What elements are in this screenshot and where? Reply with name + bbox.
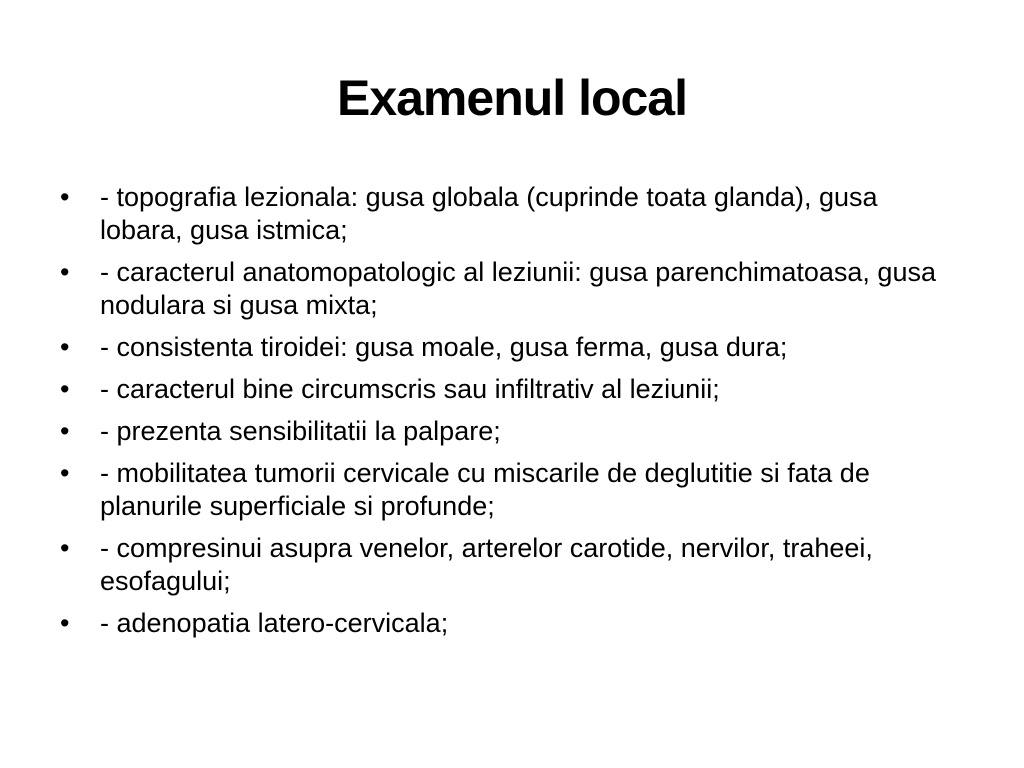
bullet-text: - caracterul anatomopatologic al leziunii: gusa parenchimatoasa, gusa nodulara si gusa mixta; <box>100 257 936 320</box>
bullet-text: - topografia lezionala: gusa globala (cuprinde toata glanda), gusa lobara, gusa istmica; <box>100 182 878 245</box>
bullet-item <box>60 256 960 322</box>
bullet-item <box>60 457 960 523</box>
bullet-dot-icon: • <box>60 374 70 404</box>
bullet-item <box>60 373 960 406</box>
bullet-item <box>60 415 960 448</box>
bullet-dot-icon: • <box>60 608 70 638</box>
slide-title: Examenul local <box>336 70 688 126</box>
bullet-text: - adenopatia latero-cervicala; <box>100 608 449 638</box>
bullet-list <box>60 181 960 649</box>
bullet-dot-icon: • <box>60 533 70 563</box>
bullet-text: - compresinui asupra venelor, arterelor carotide, nervilor, traheei, esofagului; <box>100 533 873 596</box>
bullet-text: - consistenta tiroidei: gusa moale, gusa ferma, gusa dura; <box>100 332 788 362</box>
bullet-dot-icon: • <box>60 416 70 446</box>
bullet-text: - caracterul bine circumscris sau infiltrativ al leziunii; <box>100 374 720 404</box>
bullet-text: - mobilitatea tumorii cervicale cu miscarile de deglutitie si fata de planurile superficiale si profunde; <box>100 458 870 521</box>
bullet-item <box>60 181 960 247</box>
bullet-dot-icon: • <box>60 332 70 362</box>
bullet-item <box>60 607 960 640</box>
bullet-dot-icon: • <box>60 458 70 488</box>
bullet-text: - prezenta sensibilitatii la palpare; <box>100 416 501 446</box>
bullet-item <box>60 532 960 598</box>
bullet-item <box>60 331 960 364</box>
bullet-dot-icon: • <box>60 257 70 287</box>
bullet-dot-icon: • <box>60 182 70 212</box>
